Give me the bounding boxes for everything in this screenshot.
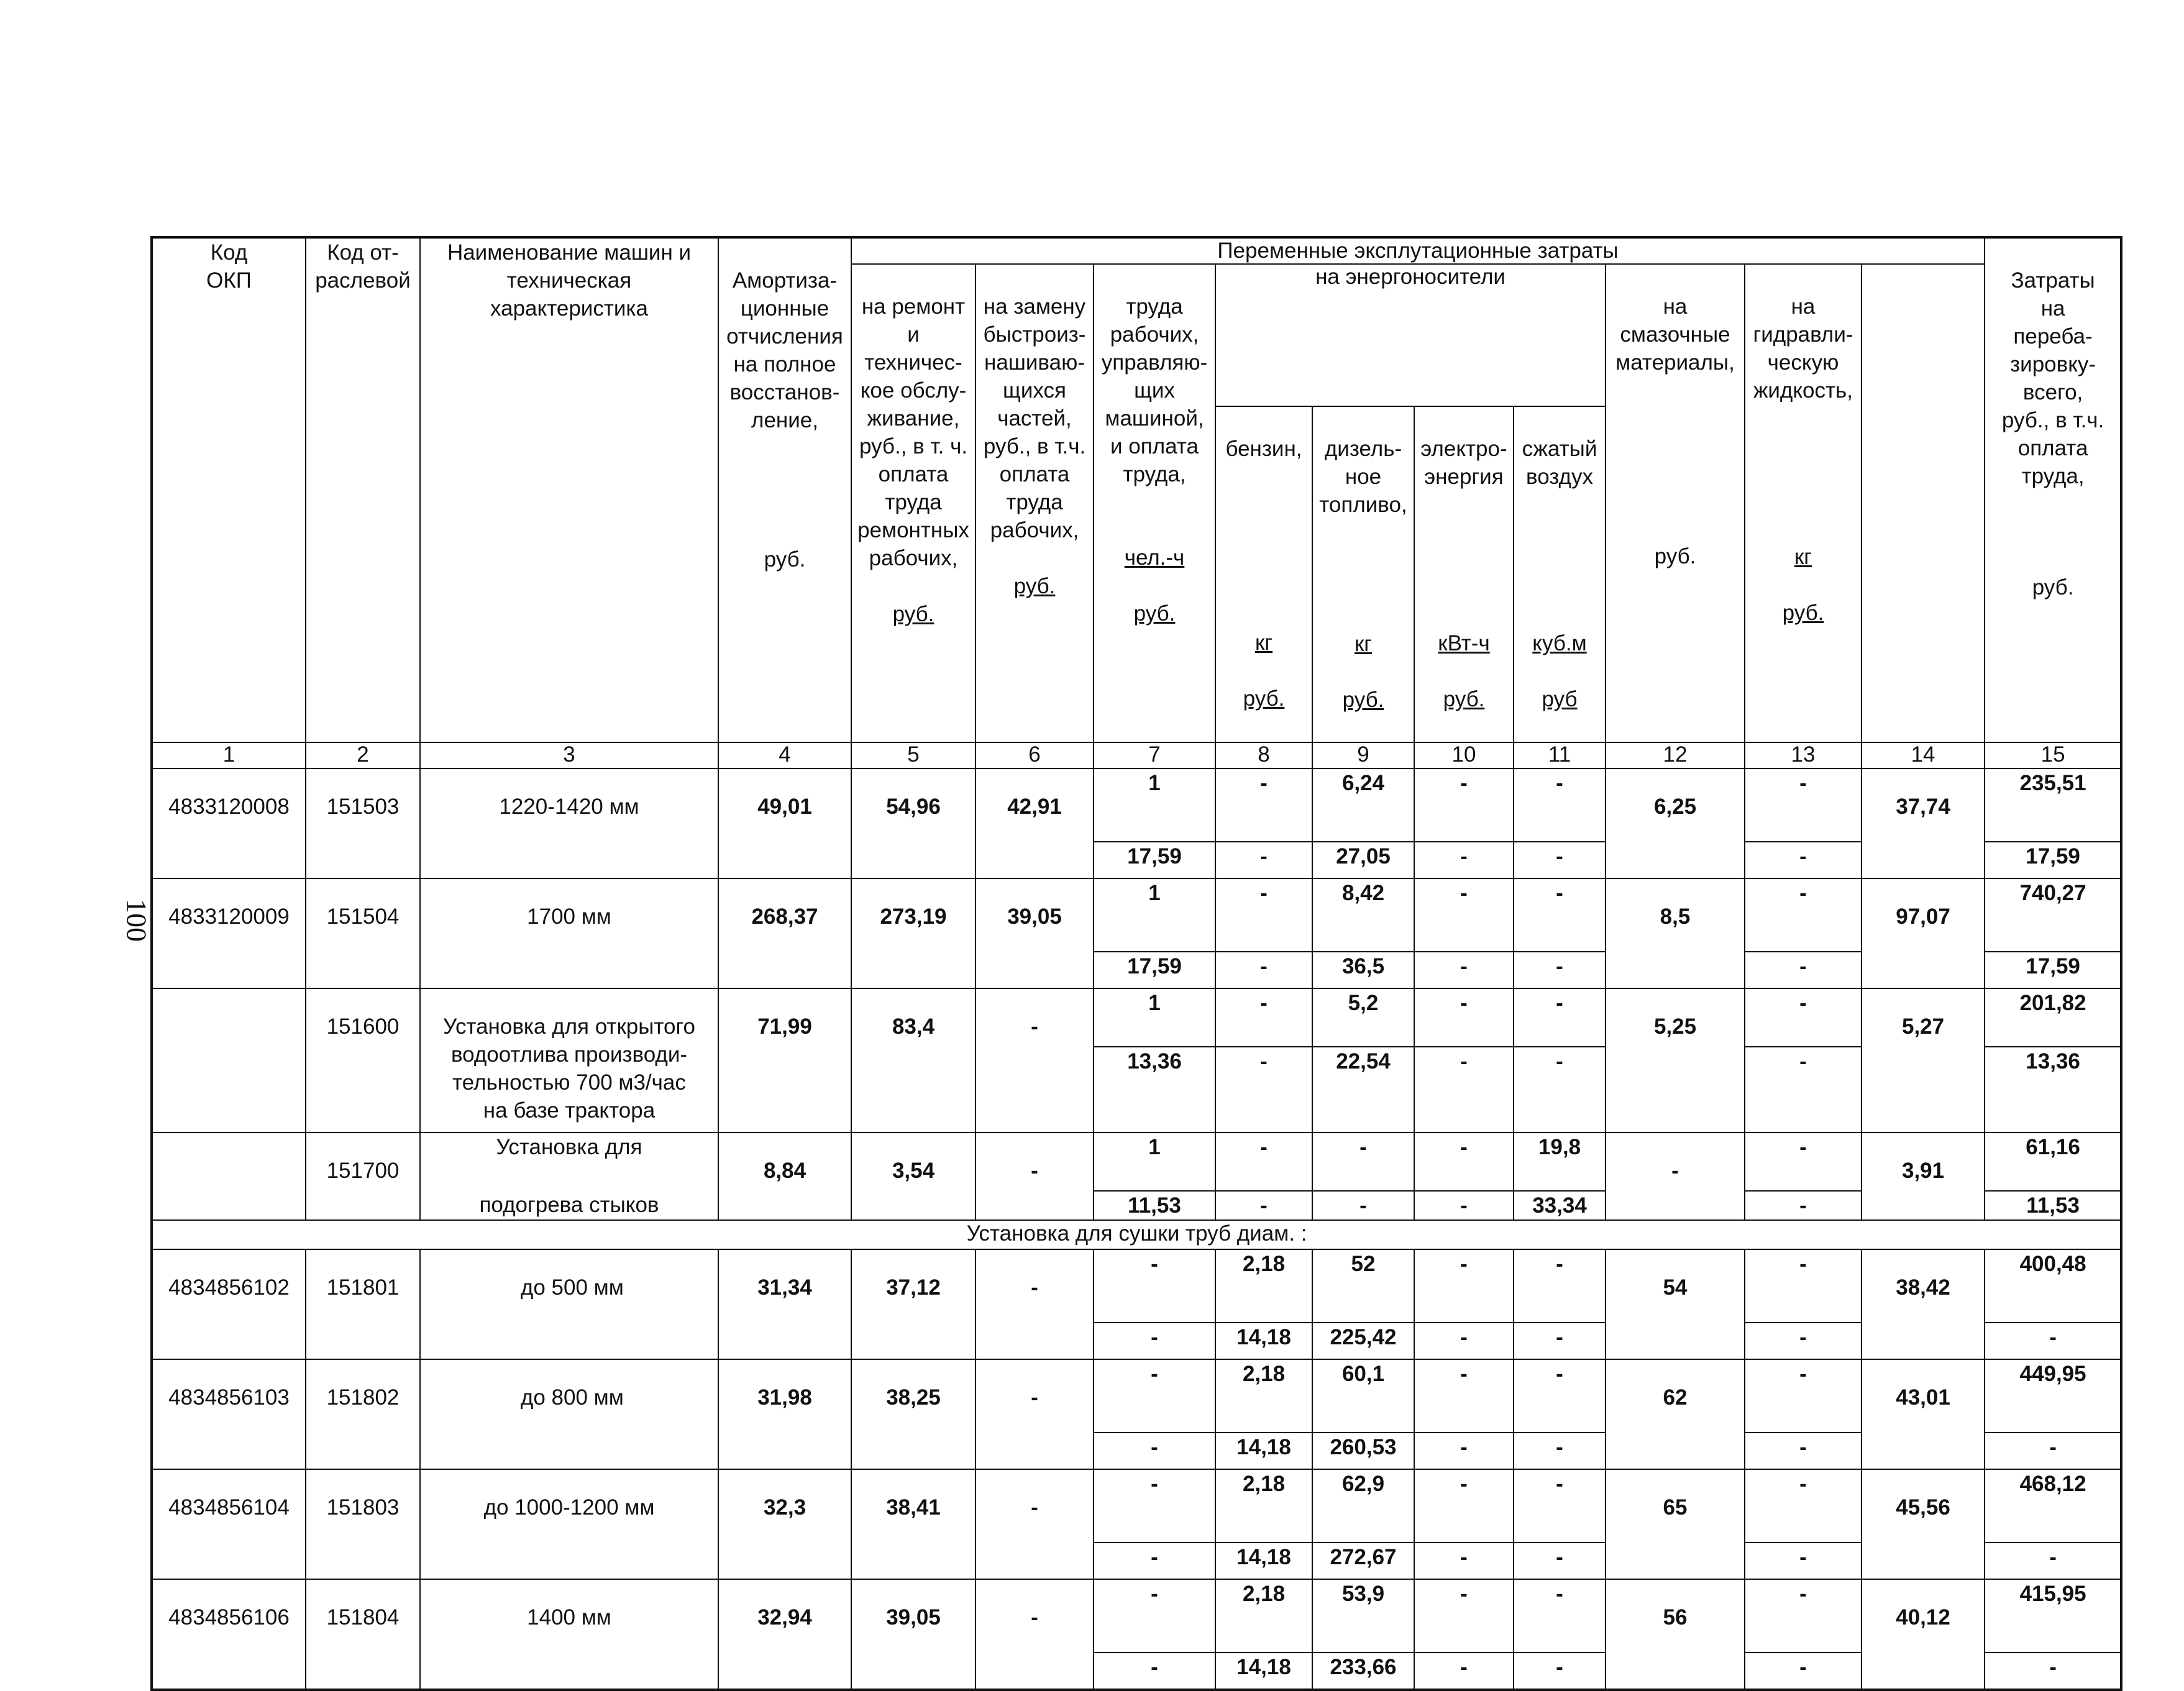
header-compressed-air-unit-bottom: руб bbox=[1542, 687, 1578, 711]
compressed-air-cost: - bbox=[1514, 952, 1606, 988]
labor-hours: 1 bbox=[1094, 768, 1215, 842]
column-number: 7 bbox=[1094, 742, 1215, 768]
okp-code: 4833120008 bbox=[152, 768, 306, 878]
petrol-cost: - bbox=[1215, 842, 1312, 878]
estimate-rate-labor: - bbox=[1985, 1652, 2121, 1690]
column-number: 2 bbox=[306, 742, 420, 768]
amortization-value: 32,94 bbox=[718, 1579, 851, 1690]
lubricants-value: 65 bbox=[1606, 1469, 1745, 1579]
diesel-kg: 5,2 bbox=[1312, 988, 1414, 1047]
labor-cost: - bbox=[1094, 1433, 1215, 1469]
petrol-kg: 2,18 bbox=[1215, 1579, 1312, 1652]
labor-cost: 13,36 bbox=[1094, 1047, 1215, 1133]
electricity-cost: - bbox=[1414, 1047, 1514, 1133]
table-row bbox=[152, 988, 2121, 1047]
repair-value: 37,12 bbox=[851, 1249, 975, 1359]
repair-value: 38,25 bbox=[851, 1359, 975, 1469]
petrol-cost: - bbox=[1215, 952, 1312, 988]
header-hydraulic-fluid bbox=[1745, 264, 1862, 742]
branch-code: 151803 bbox=[306, 1469, 420, 1579]
petrol-kg: - bbox=[1215, 768, 1312, 842]
compressed-air-m3: - bbox=[1514, 1579, 1606, 1652]
amortization-value: 268,37 bbox=[718, 878, 851, 988]
header-relocation-text: Затраты на переба- зировку- всего, руб., в т.ч. оплата труда, bbox=[2001, 268, 2104, 488]
header-diesel-unit-bottom: руб. bbox=[1342, 688, 1384, 712]
lubricants-value: 6,25 bbox=[1606, 768, 1745, 878]
okp-code: 4834856106 bbox=[152, 1579, 306, 1690]
estimate-rate-labor: - bbox=[1985, 1543, 2121, 1579]
electricity-cost: - bbox=[1414, 952, 1514, 988]
machine-name: 1700 мм bbox=[420, 878, 718, 988]
petrol-kg: 2,18 bbox=[1215, 1469, 1312, 1543]
electricity-kwh: - bbox=[1414, 988, 1514, 1047]
hydraulic-fluid-cost: - bbox=[1745, 1191, 1862, 1220]
relocation-value: 37,74 bbox=[1862, 768, 1985, 878]
lubricants-value: 8,5 bbox=[1606, 878, 1745, 988]
hydraulic-fluid-kg: - bbox=[1745, 1469, 1862, 1543]
relocation-value: 38,42 bbox=[1862, 1249, 1985, 1359]
table-row bbox=[152, 1469, 2121, 1543]
machine-name: 1400 мм bbox=[420, 1579, 718, 1690]
header-lubricants bbox=[1606, 264, 1745, 742]
compressed-air-cost: - bbox=[1514, 1543, 1606, 1579]
header-petrol bbox=[1215, 406, 1312, 742]
electricity-cost: - bbox=[1414, 1191, 1514, 1220]
header-branch-code: Код от- раслевой bbox=[306, 237, 420, 742]
okp-code: 4834856103 bbox=[152, 1359, 306, 1469]
header-row bbox=[152, 237, 2121, 264]
relocation-value: 5,27 bbox=[1862, 988, 1985, 1133]
hydraulic-fluid-cost: - bbox=[1745, 1543, 1862, 1579]
table-row bbox=[152, 1249, 2121, 1323]
estimate-rate: 400,48 bbox=[1985, 1249, 2121, 1323]
header-petrol-unit-bottom: руб. bbox=[1243, 686, 1285, 711]
lubricants-value: 54 bbox=[1606, 1249, 1745, 1359]
replace-parts-value: - bbox=[975, 1359, 1094, 1469]
diesel-kg: 6,24 bbox=[1312, 768, 1414, 842]
hydraulic-fluid-cost: - bbox=[1745, 842, 1862, 878]
branch-code: 151504 bbox=[306, 878, 420, 988]
replace-parts-value: - bbox=[975, 1133, 1094, 1220]
header-electricity-unit-top: кВт-ч bbox=[1438, 631, 1490, 655]
labor-hours: 1 bbox=[1094, 988, 1215, 1047]
header-diesel-unit-top: кг bbox=[1354, 632, 1373, 656]
diesel-kg: 8,42 bbox=[1312, 878, 1414, 952]
repair-value: 38,41 bbox=[851, 1469, 975, 1579]
hydraulic-fluid-cost: - bbox=[1745, 1323, 1862, 1359]
diesel-cost: 272,67 bbox=[1312, 1543, 1414, 1579]
header-petrol-unit-top: кг bbox=[1254, 631, 1273, 655]
diesel-kg: 62,9 bbox=[1312, 1469, 1414, 1543]
header-labor-unit-bottom: руб. bbox=[1133, 601, 1176, 626]
amortization-value: 32,3 bbox=[718, 1469, 851, 1579]
machine-name: Установка для открытого водоотлива производи- тельностью 700 м3/час на базе трактора bbox=[420, 988, 718, 1133]
replace-parts-value: 42,91 bbox=[975, 768, 1094, 878]
machine-name: 1220-1420 мм bbox=[420, 768, 718, 878]
okp-code: 4834856102 bbox=[152, 1249, 306, 1359]
petrol-kg: 2,18 bbox=[1215, 1249, 1312, 1323]
relocation-value: 40,12 bbox=[1862, 1579, 1985, 1690]
estimate-rate-labor: - bbox=[1985, 1433, 2121, 1469]
repair-value: 54,96 bbox=[851, 768, 975, 878]
column-number: 9 bbox=[1312, 742, 1414, 768]
labor-cost: 17,59 bbox=[1094, 952, 1215, 988]
header-hydraulic-fluid-unit-bottom: руб. bbox=[1782, 601, 1824, 625]
compressed-air-cost: - bbox=[1514, 1652, 1606, 1690]
petrol-kg: - bbox=[1215, 1133, 1312, 1191]
column-number: 12 bbox=[1606, 742, 1745, 768]
header-compressed-air-unit-top: куб.м bbox=[1532, 631, 1587, 655]
column-number: 8 bbox=[1215, 742, 1312, 768]
header-electricity bbox=[1414, 406, 1514, 742]
estimate-rate: 235,51 bbox=[1985, 768, 2121, 842]
diesel-cost: 233,66 bbox=[1312, 1652, 1414, 1690]
header-lubricants-text: на смазочные материалы, bbox=[1615, 294, 1735, 375]
compressed-air-m3: - bbox=[1514, 1359, 1606, 1433]
labor-cost: 17,59 bbox=[1094, 842, 1215, 878]
amortization-value: 49,01 bbox=[718, 768, 851, 878]
amortization-value: 31,98 bbox=[718, 1359, 851, 1469]
estimate-rate-labor: - bbox=[1985, 1323, 2121, 1359]
column-number: 15 bbox=[1985, 742, 2121, 768]
electricity-kwh: - bbox=[1414, 1469, 1514, 1543]
header-variable-costs: Переменные эксплутационные затраты bbox=[851, 237, 1985, 264]
compressed-air-m3: - bbox=[1514, 1249, 1606, 1323]
electricity-kwh: - bbox=[1414, 1579, 1514, 1652]
machine-name: до 1000-1200 мм bbox=[420, 1469, 718, 1579]
repair-value: 273,19 bbox=[851, 878, 975, 988]
lubricants-value: 56 bbox=[1606, 1579, 1745, 1690]
relocation-value: 45,56 bbox=[1862, 1469, 1985, 1579]
column-number-row bbox=[152, 742, 2121, 768]
column-number: 14 bbox=[1862, 742, 1985, 768]
estimate-rate-labor: 17,59 bbox=[1985, 952, 2121, 988]
table-row bbox=[152, 878, 2121, 952]
branch-code: 151802 bbox=[306, 1359, 420, 1469]
estimate-rate: 449,95 bbox=[1985, 1359, 2121, 1433]
labor-hours: 1 bbox=[1094, 1133, 1215, 1191]
hydraulic-fluid-cost: - bbox=[1745, 1047, 1862, 1133]
electricity-cost: - bbox=[1414, 1652, 1514, 1690]
estimate-rate: 415,95 bbox=[1985, 1579, 2121, 1652]
petrol-kg: 2,18 bbox=[1215, 1359, 1312, 1433]
hydraulic-fluid-kg: - bbox=[1745, 1579, 1862, 1652]
electricity-kwh: - bbox=[1414, 1359, 1514, 1433]
branch-code: 151801 bbox=[306, 1249, 420, 1359]
column-number: 1 bbox=[152, 742, 306, 768]
hydraulic-fluid-kg: - bbox=[1745, 768, 1862, 842]
amortization-value: 8,84 bbox=[718, 1133, 851, 1220]
replace-parts-value: - bbox=[975, 1579, 1094, 1690]
okp-code: 4834856104 bbox=[152, 1469, 306, 1579]
okp-code bbox=[152, 988, 306, 1133]
labor-cost: - bbox=[1094, 1652, 1215, 1690]
hydraulic-fluid-kg: - bbox=[1745, 1133, 1862, 1191]
amortization-value: 71,99 bbox=[718, 988, 851, 1133]
header-amortization-text: Амортиза- ционные отчисления на полное восстанов- ление, bbox=[726, 268, 843, 432]
header-amortization-unit: руб. bbox=[764, 547, 806, 572]
repair-value: 3,54 bbox=[851, 1133, 975, 1220]
petrol-kg: - bbox=[1215, 878, 1312, 952]
compressed-air-m3: - bbox=[1514, 878, 1606, 952]
replace-parts-value: - bbox=[975, 988, 1094, 1133]
compressed-air-cost: - bbox=[1514, 1433, 1606, 1469]
repair-value: 39,05 bbox=[851, 1579, 975, 1690]
column-number: 4 bbox=[718, 742, 851, 768]
electricity-cost: - bbox=[1414, 1323, 1514, 1359]
compressed-air-m3: 19,8 bbox=[1514, 1133, 1606, 1191]
hydraulic-fluid-cost: - bbox=[1745, 1652, 1862, 1690]
section-title: Установка для сушки труб диам. : bbox=[152, 1220, 2121, 1249]
estimate-rate-labor: 13,36 bbox=[1985, 1047, 2121, 1133]
estimate-rate: 61,16 bbox=[1985, 1133, 2121, 1191]
column-number: 5 bbox=[851, 742, 975, 768]
diesel-cost: 225,42 bbox=[1312, 1323, 1414, 1359]
okp-code bbox=[152, 1133, 306, 1220]
header-repair bbox=[851, 264, 975, 742]
compressed-air-cost: - bbox=[1514, 1323, 1606, 1359]
petrol-kg: - bbox=[1215, 988, 1312, 1047]
branch-code: 151700 bbox=[306, 1133, 420, 1220]
labor-hours: - bbox=[1094, 1359, 1215, 1433]
lubricants-value: 62 bbox=[1606, 1359, 1745, 1469]
section-row bbox=[152, 1220, 2121, 1249]
machine-rates-table bbox=[150, 236, 2122, 1691]
hydraulic-fluid-kg: - bbox=[1745, 878, 1862, 952]
compressed-air-m3: - bbox=[1514, 1469, 1606, 1543]
header-okp-code: Код ОКП bbox=[152, 237, 306, 742]
table-row bbox=[152, 1359, 2121, 1433]
column-number: 11 bbox=[1514, 742, 1606, 768]
header-amortization bbox=[718, 237, 851, 742]
column-number: 3 bbox=[420, 742, 718, 768]
header-compressed-air bbox=[1514, 406, 1606, 742]
compressed-air-cost: - bbox=[1514, 1047, 1606, 1133]
repair-value: 83,4 bbox=[851, 988, 975, 1133]
electricity-kwh: - bbox=[1414, 878, 1514, 952]
header-labor-text: труда рабочих, управляю- щих машиной, и оплата труда, bbox=[1101, 294, 1208, 486]
diesel-cost: 36,5 bbox=[1312, 952, 1414, 988]
header-repair-text: на ремонт и техничес- кое обслу- живание, руб., в т. ч. оплата труда ремонтных рабочих, bbox=[857, 294, 969, 570]
estimate-rate: 740,27 bbox=[1985, 878, 2121, 952]
table-row bbox=[152, 768, 2121, 842]
replace-parts-value: 39,05 bbox=[975, 878, 1094, 988]
electricity-cost: - bbox=[1414, 1433, 1514, 1469]
diesel-cost: 260,53 bbox=[1312, 1433, 1414, 1469]
labor-hours: - bbox=[1094, 1469, 1215, 1543]
petrol-cost: - bbox=[1215, 1047, 1312, 1133]
petrol-cost: - bbox=[1215, 1191, 1312, 1220]
compressed-air-cost: - bbox=[1514, 842, 1606, 878]
hydraulic-fluid-cost: - bbox=[1745, 1433, 1862, 1469]
diesel-kg: 52 bbox=[1312, 1249, 1414, 1323]
header-compressed-air-text: сжатый воздух bbox=[1522, 437, 1597, 489]
branch-code: 151804 bbox=[306, 1579, 420, 1690]
diesel-kg: 60,1 bbox=[1312, 1359, 1414, 1433]
labor-hours: - bbox=[1094, 1579, 1215, 1652]
hydraulic-fluid-kg: - bbox=[1745, 1359, 1862, 1433]
header-diesel-text: дизель- ное топливо, bbox=[1319, 437, 1407, 517]
electricity-kwh: - bbox=[1414, 1133, 1514, 1191]
header-labor bbox=[1094, 264, 1215, 742]
header-repair-unit: руб. bbox=[892, 602, 934, 626]
okp-code: 4833120009 bbox=[152, 878, 306, 988]
header-replace-parts-text: на замену быстроиз- нашиваю- щихся частей, руб., в т.ч. оплата труда рабочих, bbox=[983, 294, 1086, 542]
electricity-kwh: - bbox=[1414, 768, 1514, 842]
column-number: 13 bbox=[1745, 742, 1862, 768]
estimate-rate: 468,12 bbox=[1985, 1469, 2121, 1543]
header-hydraulic-fluid-unit-top: кг bbox=[1794, 545, 1812, 569]
header-energy: на энергоносители bbox=[1215, 264, 1606, 406]
electricity-cost: - bbox=[1414, 842, 1514, 878]
diesel-kg: 53,9 bbox=[1312, 1579, 1414, 1652]
machine-name: до 500 мм bbox=[420, 1249, 718, 1359]
branch-code: 151600 bbox=[306, 988, 420, 1133]
labor-cost: - bbox=[1094, 1323, 1215, 1359]
diesel-cost: 22,54 bbox=[1312, 1047, 1414, 1133]
hydraulic-fluid-cost: - bbox=[1745, 952, 1862, 988]
machine-name-continued: подогрева стыков bbox=[420, 1191, 718, 1220]
header-machine-name: Наименование машин и техническая характеристика bbox=[420, 237, 718, 742]
column-number: 10 bbox=[1414, 742, 1514, 768]
header-replace-parts bbox=[975, 264, 1094, 742]
labor-hours: 1 bbox=[1094, 878, 1215, 952]
table-row bbox=[152, 1133, 2121, 1191]
lubricants-value: - bbox=[1606, 1133, 1745, 1220]
diesel-cost: 27,05 bbox=[1312, 842, 1414, 878]
petrol-cost: 14,18 bbox=[1215, 1543, 1312, 1579]
page-number: 100 bbox=[121, 899, 153, 942]
hydraulic-fluid-kg: - bbox=[1745, 1249, 1862, 1323]
petrol-cost: 14,18 bbox=[1215, 1323, 1312, 1359]
header-electricity-text: электро- энергия bbox=[1420, 437, 1507, 489]
relocation-value: 3,91 bbox=[1862, 1133, 1985, 1220]
hydraulic-fluid-kg: - bbox=[1745, 988, 1862, 1047]
header-labor-unit-top: чел.-ч bbox=[1124, 545, 1185, 570]
estimate-rate-labor: 17,59 bbox=[1985, 842, 2121, 878]
machine-name: до 800 мм bbox=[420, 1359, 718, 1469]
machine-name: Установка для bbox=[420, 1133, 718, 1191]
petrol-cost: 14,18 bbox=[1215, 1433, 1312, 1469]
diesel-kg: - bbox=[1312, 1133, 1414, 1191]
header-relocation-unit: руб. bbox=[2032, 575, 2074, 599]
header-electricity-unit-bottom: руб. bbox=[1443, 687, 1485, 711]
petrol-cost: 14,18 bbox=[1215, 1652, 1312, 1690]
amortization-value: 31,34 bbox=[718, 1249, 851, 1359]
replace-parts-value: - bbox=[975, 1249, 1094, 1359]
header-petrol-text: бензин, bbox=[1225, 437, 1302, 461]
electricity-kwh: - bbox=[1414, 1249, 1514, 1323]
labor-cost: - bbox=[1094, 1543, 1215, 1579]
electricity-cost: - bbox=[1414, 1543, 1514, 1579]
relocation-value: 97,07 bbox=[1862, 878, 1985, 988]
branch-code: 151503 bbox=[306, 768, 420, 878]
lubricants-value: 5,25 bbox=[1606, 988, 1745, 1133]
compressed-air-cost: 33,34 bbox=[1514, 1191, 1606, 1220]
estimate-rate-labor: 11,53 bbox=[1985, 1191, 2121, 1220]
labor-hours: - bbox=[1094, 1249, 1215, 1323]
replace-parts-value: - bbox=[975, 1469, 1094, 1579]
column-number: 6 bbox=[975, 742, 1094, 768]
header-relocation bbox=[1985, 237, 2121, 742]
diesel-cost: - bbox=[1312, 1191, 1414, 1220]
table-row bbox=[152, 1579, 2121, 1652]
header-replace-parts-unit: руб. bbox=[1013, 574, 1056, 598]
relocation-value: 43,01 bbox=[1862, 1359, 1985, 1469]
labor-cost: 11,53 bbox=[1094, 1191, 1215, 1220]
header-diesel bbox=[1312, 406, 1414, 742]
compressed-air-m3: - bbox=[1514, 768, 1606, 842]
compressed-air-m3: - bbox=[1514, 988, 1606, 1047]
estimate-rate: 201,82 bbox=[1985, 988, 2121, 1047]
header-hydraulic-fluid-text: на гидравли- ческую жидкость, bbox=[1753, 294, 1853, 403]
header-lubricants-unit: руб. bbox=[1654, 544, 1696, 568]
